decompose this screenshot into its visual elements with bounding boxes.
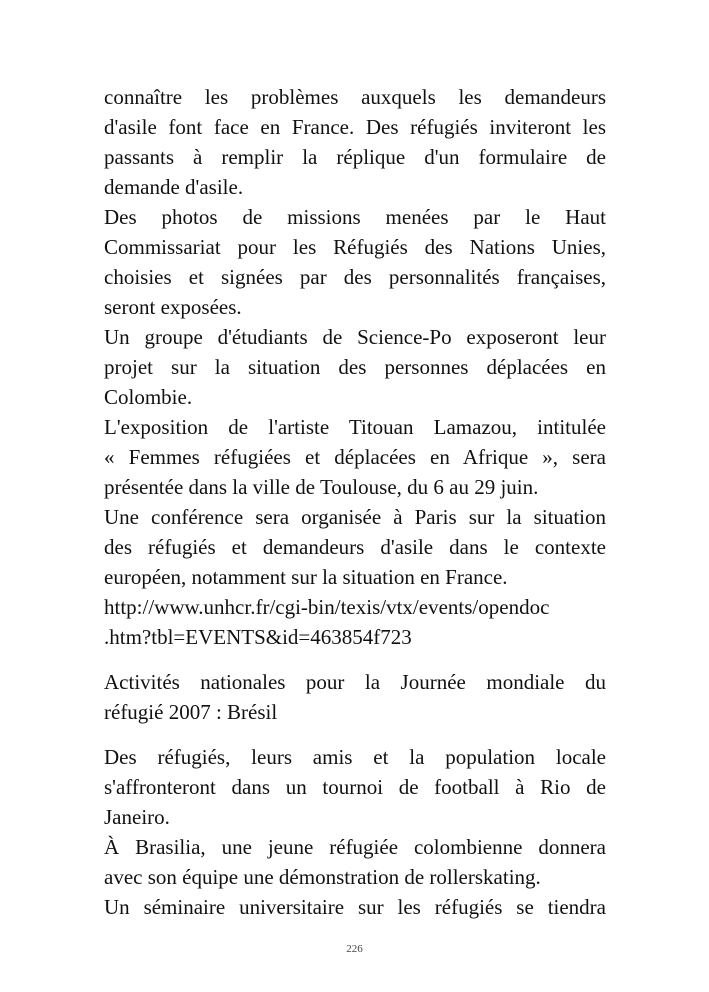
text-line: À Brasilia, une jeune réfugiée colombienne donnera (104, 835, 606, 859)
text-line: demande d'asile. (104, 175, 244, 199)
paragraph-exhibition (104, 412, 606, 502)
text-line: des réfugiés et demandeurs d'asile dans le contexte (104, 535, 606, 559)
section-heading-brazil (104, 667, 606, 727)
paragraph-asylum-form (104, 82, 606, 202)
text-line: choisies et signées par des personnalités françaises, (104, 265, 606, 289)
paragraph-brasilia (104, 832, 606, 892)
text-line: s'affronteront dans un tournoi de football à Rio de (104, 775, 606, 799)
spacer (104, 727, 606, 742)
paragraph-science-po (104, 322, 606, 412)
spacer (104, 652, 606, 667)
text-line: Commissariat pour les Réfugiés des Nations Unies, (104, 235, 606, 259)
text-line: Des photos de missions menées par le Haut (104, 205, 606, 229)
text-line: passants à remplir la réplique d'un formulaire de (104, 145, 606, 169)
url-line: http://www.unhcr.fr/cgi-bin/texis/vtx/events/opendoc (104, 595, 550, 619)
text-line: Un groupe d'étudiants de Science-Po exposeront leur (104, 325, 606, 349)
text-line: d'asile font face en France. Des réfugiés inviteront les (104, 115, 606, 139)
text-line: avec son équipe une démonstration de rollerskating. (104, 865, 541, 889)
text-line: « Femmes réfugiées et déplacées en Afrique », sera (104, 445, 606, 469)
text-line: Une conférence sera organisée à Paris sur la situation (104, 505, 606, 529)
text-line: connaître les problèmes auxquels les demandeurs (104, 85, 606, 109)
text-line: Un séminaire universitaire sur les réfugiés se tiendra (104, 895, 606, 919)
heading-line: réfugié 2007 : Brésil (104, 700, 278, 724)
text-line: L'exposition de l'artiste Titouan Lamazou, intitulée (104, 415, 606, 439)
paragraph-football (104, 742, 606, 832)
source-url (104, 592, 606, 652)
text-line: seront exposées. (104, 295, 242, 319)
text-line: Janeiro. (104, 805, 170, 829)
page-number: 226 (346, 943, 363, 955)
text-line: projet sur la situation des personnes déplacées en (104, 355, 606, 379)
paragraph-seminar (104, 892, 606, 922)
page-body (104, 82, 606, 922)
text-line: Colombie. (104, 385, 193, 409)
text-line: Des réfugiés, leurs amis et la population locale (104, 745, 606, 769)
text-line: européen, notamment sur la situation en France. (104, 565, 508, 589)
heading-line: Activités nationales pour la Journée mondiale du (104, 670, 606, 694)
text-line: présentée dans la ville de Toulouse, du 6 au 29 juin. (104, 475, 539, 499)
paragraph-photos (104, 202, 606, 322)
paragraph-conference (104, 502, 606, 592)
url-line: .htm?tbl=EVENTS&id=463854f723 (104, 625, 412, 649)
